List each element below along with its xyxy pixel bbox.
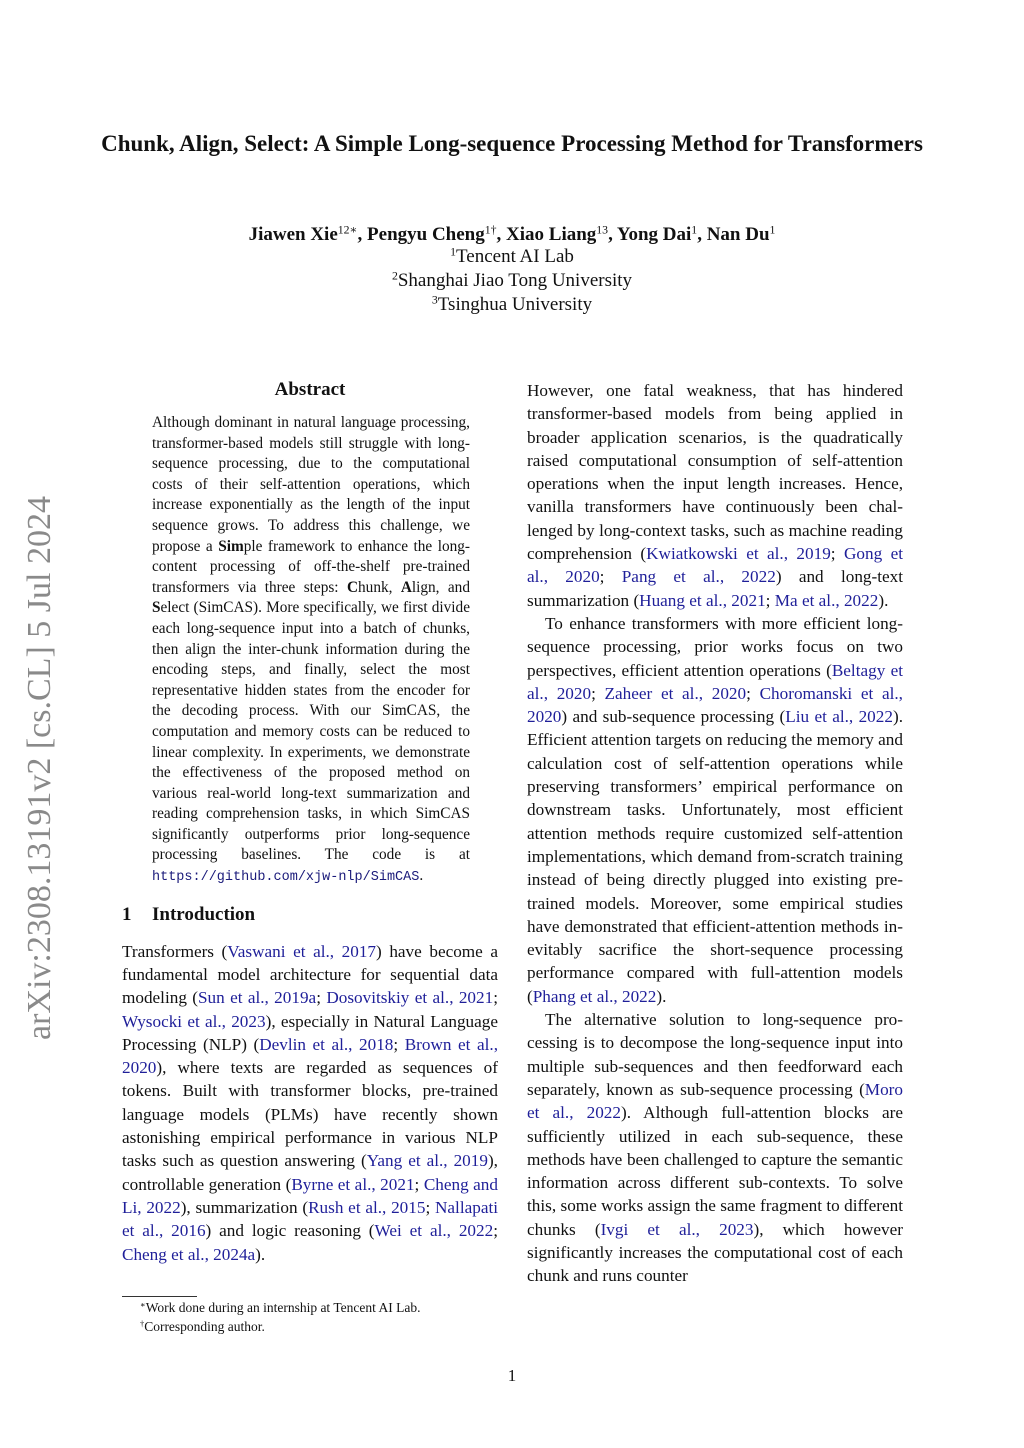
author-name: Pengyu Cheng bbox=[367, 224, 485, 245]
abstract-text: Although dominant in natural language processing, transformer-based models still struggle with long-sequence processing, due to the computational costs of their self-attention operations, which increase exponentially as the length of the input sequence grows. To address this challenge, we propose a Simple framework to enhance the long-content processing of off-the-shelf pre-trained transformers via three steps: Chunk, Align, and Select (SimCAS). More specifically, we first divide each long-sequence input into a batch of chunks, then align the inter-chunk information during the encoding steps, and finally, select the most representative hidden states from the encoder for the decoding process. With our SimCAS, the computation and memory costs can be reduced to linear complexity. In experiments, we demonstrate the effectiveness of the proposed method on various real-world long-text summarization and reading comprehension tasks, in which SimCAS significantly outperforms prior long-sequence processing baselines. The code is at https://github.com/xjw-nlp/SimCAS. bbox=[152, 414, 470, 886]
author-name: Yong Dai bbox=[616, 224, 692, 245]
abstract-heading: Abstract bbox=[274, 379, 346, 400]
author-marks: 1 bbox=[769, 223, 776, 237]
author-name: Jiawen Xie bbox=[248, 224, 338, 245]
citation-link[interactable]: Zaheer et al., 2020 bbox=[604, 683, 747, 703]
author-name: Nan Du bbox=[706, 224, 770, 245]
citation-link[interactable]: Brown et al., 2020 bbox=[122, 1034, 498, 1078]
citation-link[interactable]: Kwiatkowski et al., 2019 bbox=[646, 544, 831, 564]
affiliation-list bbox=[100, 245, 924, 317]
citation-link[interactable]: Wysocki et al., 2023 bbox=[122, 1011, 266, 1031]
citation-link[interactable]: Wei et al., 2022 bbox=[374, 1221, 494, 1241]
citation-link[interactable]: Dosovitskiy et al., 2021 bbox=[326, 988, 494, 1008]
citation-link[interactable]: Phang et al., 2022 bbox=[532, 986, 657, 1006]
citation-link[interactable]: Gong et al., 2020 bbox=[527, 544, 903, 587]
affiliation: $^3$Tsinghua University bbox=[431, 293, 593, 315]
body-paragraph: However, one fatal weakness, that has hindered transformer-based models from being applied in broader application scenarios, is the quadratically raised computational consumption of self-attention operations when the input length increases. Hence, vanilla transformers have continuously been challenged by long-context tasks, such as machine reading comprehension (Kwiatkowski et al., 2019; Gong et al., 2020; Pang et al., 2022) and long-text summarization (Huang et al., 2021; Ma et al., 2022). bbox=[527, 381, 904, 610]
body-paragraph: The alternative solution to long-sequence processing is to decompose the long-sequence input into multiple sub-sequences and then feedforward each separately, known as sub-sequence processing (Moro et al., 2022). Although full-attention blocks are sufficiently utilized in each sub-sequence, these methods have been challenged to capture the semantic information across different sub-contexts. To solve this, some works assign the same fragment to different chunks (Ivgi et al., 2023), which however significantly increases the computational cost of each chunk and runs counter bbox=[527, 1010, 904, 1286]
citation-link[interactable]: Cheng et al., 2024a bbox=[122, 1244, 256, 1264]
left-column bbox=[122, 378, 498, 1266]
citation-link[interactable]: Cheng and Li, 2022 bbox=[122, 1174, 498, 1217]
citation-link[interactable]: Sun et al., 2019a bbox=[198, 988, 317, 1008]
citation-link[interactable]: Pang et al., 2022 bbox=[621, 567, 776, 587]
footnote: †Corresponding author. bbox=[140, 1319, 265, 1334]
author-marks: 1 bbox=[691, 223, 698, 237]
affiliation: $^1$Tencent AI Lab bbox=[450, 245, 574, 267]
affiliation: $^2$Shanghai Jiao Tong University bbox=[391, 269, 633, 291]
author-list: Jiawen Xie$^{12∗}$, Pengyu Cheng$^{1\dagger}$, Xiao Liang$^{13}$, Yong Dai$^1$, Nan Du$^1$ bbox=[248, 223, 776, 245]
author-marks: 1† bbox=[484, 223, 497, 237]
page-number: 1 bbox=[507, 1366, 517, 1385]
citation-link[interactable]: Devlin et al., 2018 bbox=[259, 1034, 394, 1054]
footnote-divider bbox=[122, 1296, 197, 1297]
author-marks: 13 bbox=[596, 223, 609, 237]
citation-link[interactable]: Beltagy et al., 2020 bbox=[527, 660, 903, 703]
author-marks: 12∗ bbox=[337, 223, 358, 237]
body-paragraph: To enhance transformers with more efficient long-sequence processing, prior works focus on two perspectives, efficient attention operations (Beltagy et al., 2020; Zaheer et al., 2020; Choromanski et al., 2020) and sub-sequence processing (Liu et al., 2022). Efficient attention targets on reducing the memory and calculation cost of self-attention operations while preserving transformers’ empirical performance on downstream tasks. Unfortunately, most efficient attention methods require customized self-attention implementations, which demand from-scratch training instead of being directly plugged into existing pre-trained models. Moreover, some empirical studies have demonstrated that efficient-attention methods inevitably sacrifice the short-sequence processing performance compared with full-attention models (Phang et al., 2022). bbox=[527, 613, 903, 1006]
citation-link[interactable]: Byrne et al., 2021 bbox=[291, 1174, 415, 1194]
citation-link[interactable]: Yang et al., 2019 bbox=[366, 1151, 488, 1171]
code-link[interactable]: https://github.com/xjw-nlp/SimCAS bbox=[152, 870, 420, 886]
citation-link[interactable]: Nallapati et al., 2016 bbox=[122, 1197, 498, 1241]
citation-link[interactable]: Choromanski et al., 2020 bbox=[527, 683, 903, 727]
intro-paragraph: Transformers (Vaswani et al., 2017) have become a fundamental model architecture for sequential data modeling (Sun et al., 2019a; Dosovitskiy et al., 2021; Wysocki et al., 2023), especially in Natural Language Processing (NLP) (Devlin et al., 2018; Brown et al., 2020), where texts are regarded as sequences of tokens. Built with transformer blocks, pre-trained language models (PLMs) have recently shown astonishing empirical performance in various NLP tasks such as question answering (Yang et al., 2019), controllable generation (Byrne et al., 2021; Cheng and Li, 2022), summarization (Rush et al., 2015; Nallapati et al., 2016) and logic reasoning (Wei et al., 2022; Cheng et al., 2024a). bbox=[122, 941, 498, 1264]
footnotes bbox=[140, 1298, 500, 1336]
footnote: ∗Work done during an internship at Tencent AI Lab. bbox=[140, 1300, 421, 1315]
citation-link[interactable]: Huang et al., 2021 bbox=[639, 590, 766, 610]
citation-link[interactable]: Ivgi et al., 2023 bbox=[600, 1219, 754, 1239]
arxiv-identifier: arXiv:2308.13191v2 [cs.CL] 5 Jul 2024 bbox=[21, 496, 58, 1040]
paper-title: Chunk, Align, Select: A Simple Long-sequence Processing Method for Transformers bbox=[101, 131, 923, 156]
section-heading: 1 Introduction bbox=[122, 903, 256, 925]
author-name: Xiao Liang bbox=[506, 224, 597, 245]
citation-link[interactable]: Rush et al., 2015 bbox=[308, 1197, 426, 1217]
citation-link[interactable]: Liu et al., 2022 bbox=[785, 707, 893, 727]
citation-link[interactable]: Vaswani et al., 2017 bbox=[227, 941, 377, 961]
citation-link[interactable]: Moro et al., 2022 bbox=[527, 1079, 903, 1123]
citation-link[interactable]: Ma et al., 2022 bbox=[774, 590, 879, 610]
right-column bbox=[527, 379, 903, 1288]
